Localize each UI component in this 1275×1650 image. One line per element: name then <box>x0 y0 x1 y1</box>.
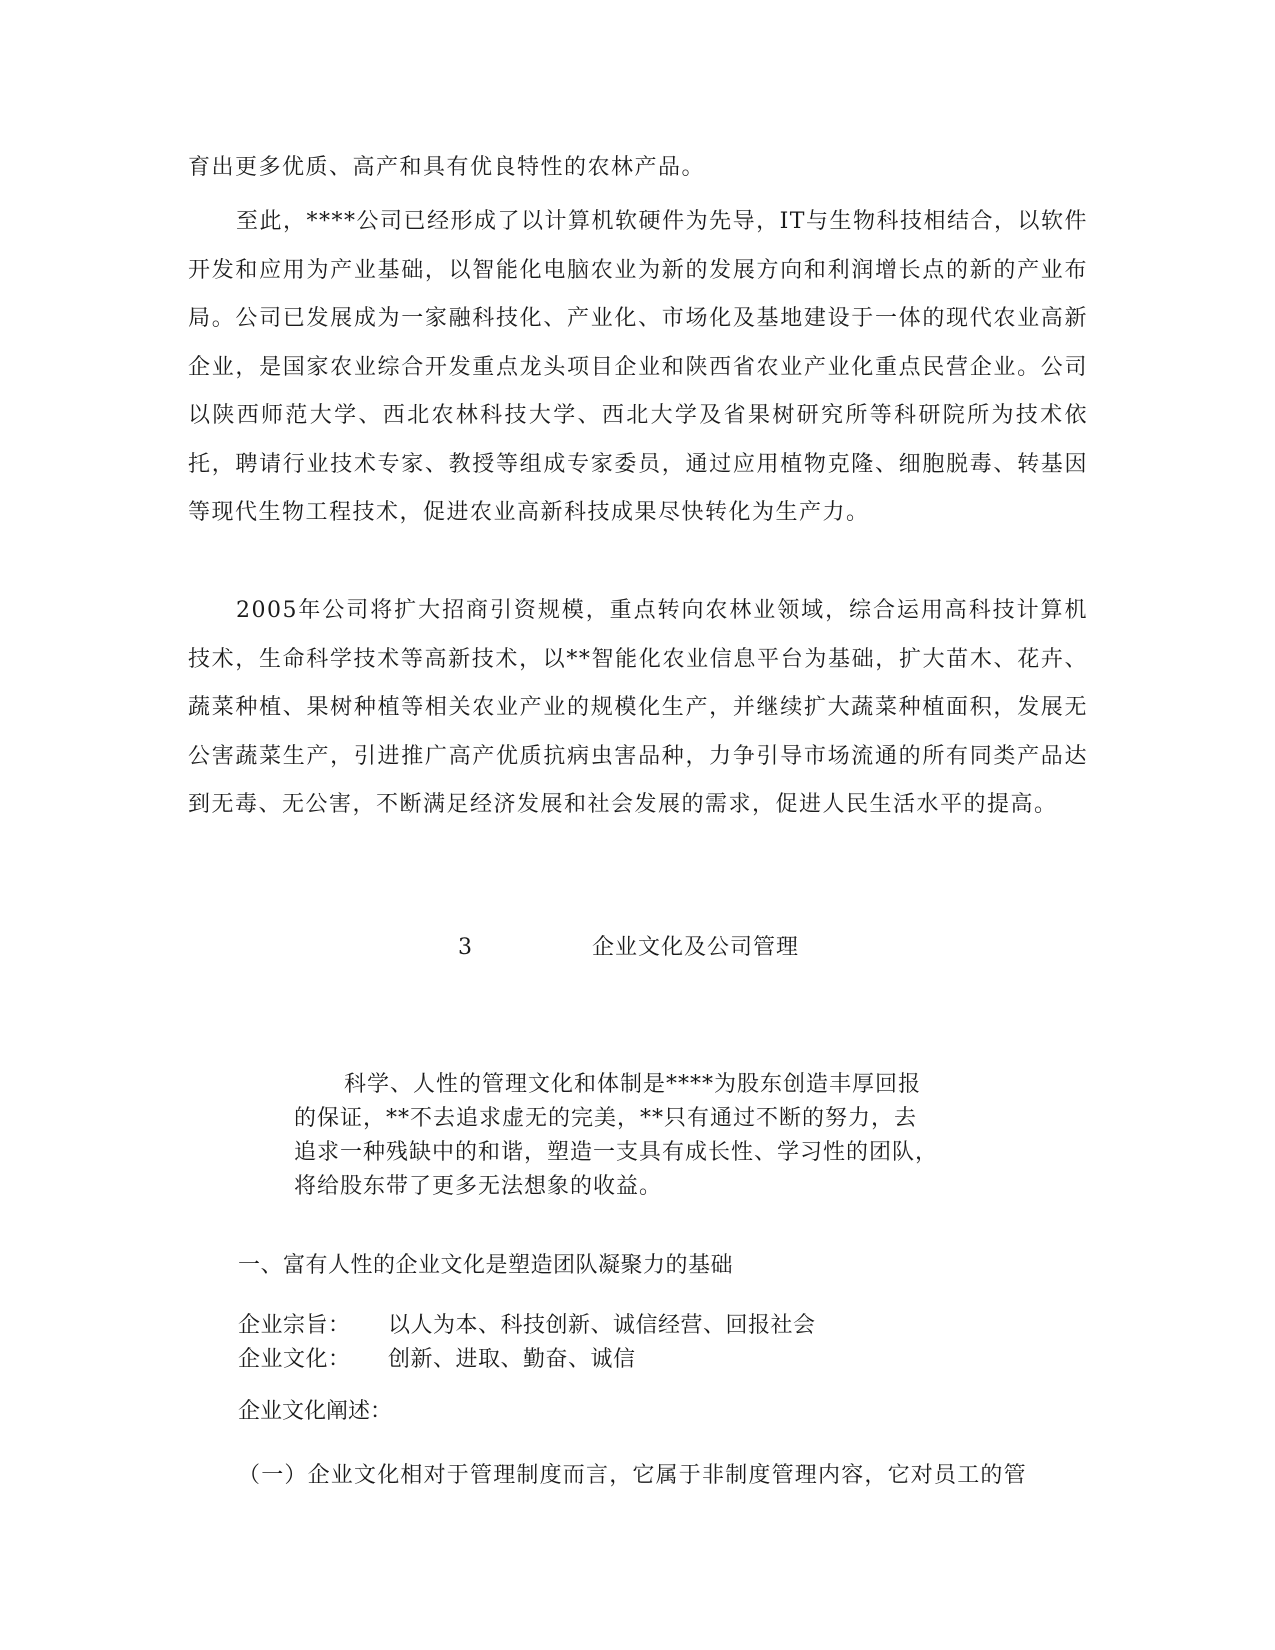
tenet-label: 企业文化： <box>238 1347 351 1372</box>
culture-subheading: 一、富有人性的企业文化是塑造团队凝聚力的基础 <box>238 1253 734 1278</box>
culture-description-label: 企业文化阐述： <box>238 1399 393 1424</box>
quote-line: 的保证，**不去追求虚无的完美，**只有通过不断的努力，去 <box>294 1106 918 1131</box>
tenet-purpose <box>238 1310 816 1342</box>
quote-line: 追求一种残缺中的和谐，塑造一支具有成长性、学习性的团队， <box>294 1140 939 1165</box>
paragraph-2005-plan: 2005年公司将扩大招商引资规模，重点转向农林业领域，综合运用高科技计算机技术，生命科学技术等高新技术，以**智能化农业信息平台为基础，扩大苗木、花卉、蔬菜种植、果树种植等相关农业产业的规模化生产，并继续扩大蔬菜种植面积，发展无公害蔬菜生产，引进推广高产优质抗病虫害品种，力争引导市场流通的所有同类产品达到无毒、无公害，不断满足经济发展和社会发展的需求，促进人民生活水平的提高。 <box>188 598 1088 817</box>
tenet-label: 企业宗旨： <box>238 1313 351 1338</box>
paragraph-company-layout: 至此，****公司已经形成了以计算机软硬件为先导，IT与生物科技相结合，以软件开发和应用为产业基础，以智能化电脑农业为新的发展方向和利润增长点的新的产业布局。公司已发展成为一家融科技化、产业化、市场化及基地建设于一体的现代农业高新企业，是国家农业综合开发重点龙头项目企业和陕西省农业产业化重点民营企业。公司以陕西师范大学、西北农林科技大学、西北大学及省果树研究所等科研院所为技术依托，聘请行业技术专家、教授等组成专家委员，通过应用植物克隆、细胞脱毒、转基因等现代生物工程技术，促进农业高新科技成果尽快转化为生产力。 <box>188 209 1088 525</box>
tenet-value: 创新、进取、勤奋、诚信 <box>388 1347 636 1372</box>
quote-line: 科学、人性的管理文化和体制是****为股东创造丰厚回报 <box>344 1072 922 1097</box>
culture-point-one: （一）企业文化相对于管理制度而言，它属于非制度管理内容，它对员工的管 <box>238 1463 1027 1488</box>
section-number: 3 <box>458 935 472 960</box>
tenet-culture <box>238 1344 636 1376</box>
paragraph-continuation: 育出更多优质、高产和具有优良特性的农林产品。 <box>188 155 706 180</box>
management-quote <box>294 1068 974 1204</box>
tenet-value: 以人为本、科技创新、诚信经营、回报社会 <box>388 1313 816 1338</box>
quote-line: 将给股东带了更多无法想象的收益。 <box>294 1174 663 1199</box>
section-title: 企业文化及公司管理 <box>592 935 800 960</box>
